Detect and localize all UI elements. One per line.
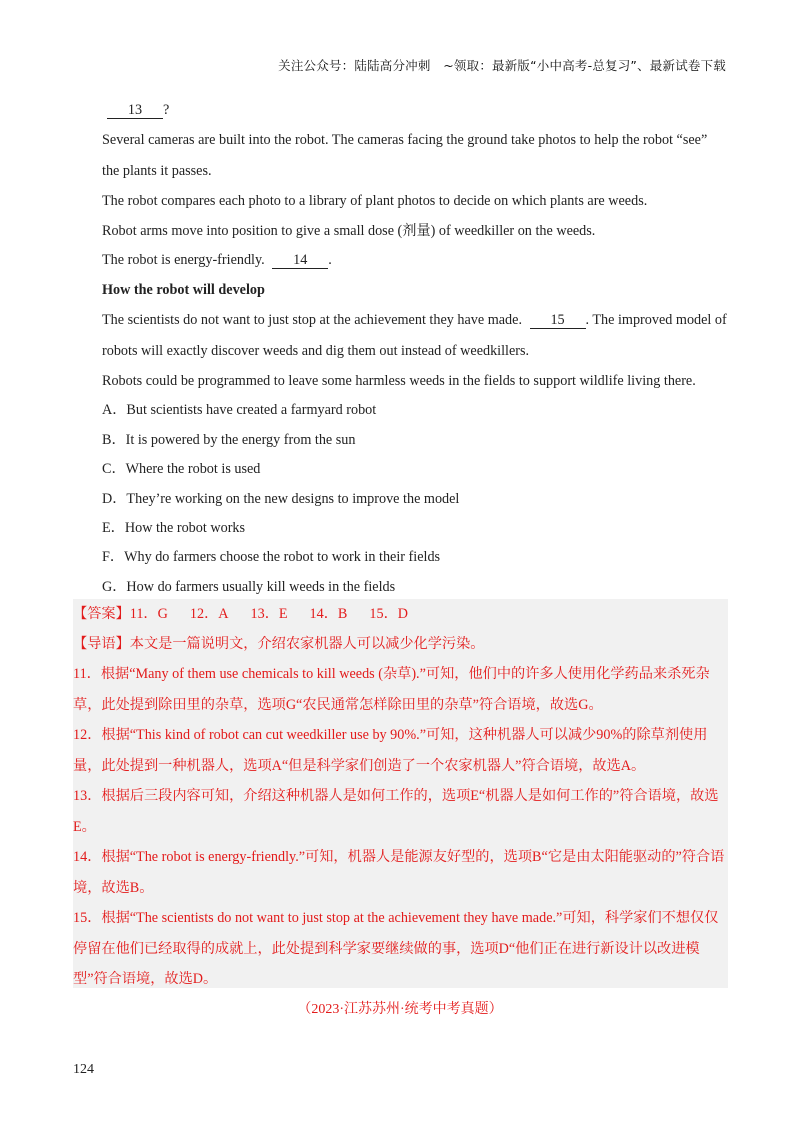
- blank-13: 13: [107, 102, 163, 119]
- explanation-11: 11．根据“Many of them use chemicals to kill weeds (杂草).”可知，他们中的许多人使用化学药品来杀死杂草，此处提到除田里的杂草，选项G“农民通常怎样除田里的杂草”符合语境，故选G。: [73, 666, 710, 713]
- paragraph-cameras: Several cameras are built into the robot. The cameras facing the ground take photos to help the robot “see” the plants it passes.: [102, 132, 708, 180]
- option-g: G．How do farmers usually kill weeds in the fields: [102, 578, 396, 595]
- section-heading: How the robot will develop: [102, 281, 265, 298]
- develop-end: . The improved model of robots will exactly discover weeds and dig them out instead of weedkillers.: [102, 312, 727, 360]
- explanation-14: 14．根据“The robot is energy-friendly.”可知，机器人是能源友好型的，选项B“它是由太阳能驱动的”符合语境，故选B。: [73, 849, 725, 896]
- option-c: C．Where the robot is used: [102, 461, 261, 478]
- option-a: A．But scientists have created a farmyard robot: [102, 402, 377, 419]
- develop-text: The scientists do not want to just stop at the achievement they have made.: [102, 312, 522, 329]
- page-number: 124: [73, 1062, 94, 1077]
- answer-section: [73, 599, 728, 995]
- source-citation: （2023·江苏苏州·统考中考真题）: [297, 1002, 503, 1017]
- answer-15: 15．D: [369, 606, 409, 622]
- blank-14: 14: [272, 252, 328, 269]
- guide-text: 本文是一篇说明文，介绍农家机器人可以减少化学污染。: [129, 636, 485, 652]
- answer-line: [73, 599, 728, 629]
- answer-13: 13．E: [250, 606, 288, 622]
- answer-14: 14．B: [309, 606, 348, 622]
- guide-label: 【导语】: [73, 636, 130, 652]
- option-b: B．It is powered by the energy from the sun: [102, 431, 356, 448]
- energy-end: .: [328, 252, 332, 269]
- energy-text: The robot is energy-friendly.: [102, 252, 265, 269]
- answer-label: 【答案】: [73, 606, 130, 622]
- explanation-13: 13．根据后三段内容可知，介绍这种机器人是如何工作的，选项E“机器人是如何工作的”符合语境，故选E。: [73, 788, 719, 835]
- blank-15: 15: [530, 312, 586, 329]
- paragraph-develop: [73, 305, 728, 367]
- question-mark: ?: [163, 102, 170, 118]
- blank-13-line: [73, 96, 728, 125]
- header-note: 关注公众号：陆陆高分冲刺 ~领取：最新版“小中高考-总复习”、最新试卷下载: [278, 58, 726, 73]
- passage: [73, 96, 728, 602]
- paragraph-wildlife: Robots could be programmed to leave some harmless weeds in the fields to support wildlife living there.: [102, 373, 696, 390]
- guide-line: [73, 629, 728, 659]
- paragraph-compare: The robot compares each photo to a library of plant photos to decide on which plants are weeds.: [102, 193, 648, 210]
- option-f: F．Why do farmers choose the robot to work in their fields: [102, 549, 441, 566]
- option-e: E．How the robot works: [102, 520, 246, 537]
- paragraph-arms: Robot arms move into position to give a small dose (剂量) of weedkiller on the weeds.: [102, 222, 596, 239]
- answer-11: 11．G: [129, 606, 168, 622]
- explanation-12: 12．根据“This kind of robot can cut weedkiller use by 90%.”可知，这种机器人可以减少90%的除草剂使用量，此处提到一种机器人，选项A“但是科学家们创造了一个农家机器人”符合语境，故选A。: [73, 727, 708, 774]
- explanation-15: 15．根据“The scientists do not want to just stop at the achievement they have made.”可知，科学家们不想仅仅停留在他们已经取得的成就上，此处提到科学家要继续做的事，选项D“他们正在进行新设计以改进模型”符合语境，故选D。: [73, 910, 719, 987]
- paragraph-energy: [73, 246, 728, 275]
- option-d: D．They’re working on the new designs to improve the model: [102, 490, 460, 507]
- answer-12: 12．A: [189, 606, 229, 622]
